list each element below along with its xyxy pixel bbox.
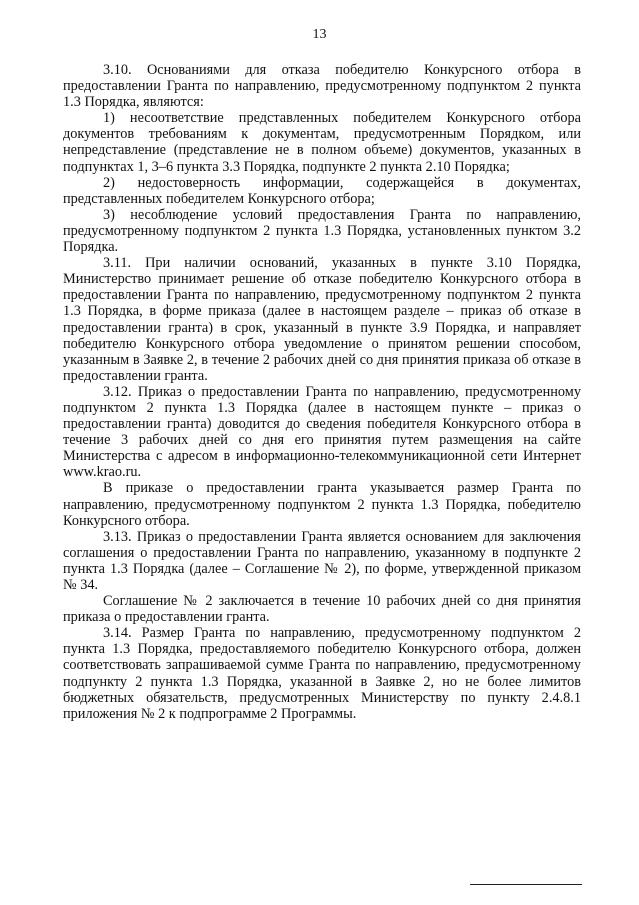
- paragraph-3-12: 3.12. Приказ о предоставлении Гранта по направлению, предусмотренному подпунктом 2 пункта 1.3 Порядка (далее в настоящем пункте – приказ о предоставлении гранта) доводится до сведения победителя Конкурсного отбора в течение 3 рабочих дней со дня его принятия путем размещения на сайте Министерства с адресом в информационно-телекоммуникационной сети Интернет www.krao.ru.: [63, 383, 581, 481]
- paragraph-agreement: Соглашение № 2 заключается в течение 10 рабочих дней со дня принятия приказа о предоставлении гранта.: [63, 593, 581, 626]
- paragraph-3-13: 3.13. Приказ о предоставлении Гранта является основанием для заключения соглашения о предоставлении Гранта по направлению, указанному в подпункте 2 пункта 1.3 Порядка (далее – Соглашение № 2), по форме, утвержденной приказом № 34.: [63, 528, 581, 593]
- paragraph-grant-order: В приказе о предоставлении гранта указывается размер Гранта по направлению, предусмотренному подпунктом 2 пункта 1.3 Порядка, победителю Конкурсного отбора.: [63, 480, 581, 529]
- footer-divider: [470, 884, 582, 885]
- list-item-1: 1) несоответствие представленных победителем Конкурсного отбора документов требованиям к документам, предусмотренным Порядком, или непредставление (представление не в полном объеме) документов, указанных в подпунктах 1, 3–6 пункта 3.3 Порядка, подпункте 2 пункта 2.10 Порядка;: [63, 110, 581, 175]
- paragraph-3-11: 3.11. При наличии оснований, указанных в пункте 3.10 Порядка, Министерство принимает решение об отказе победителю Конкурсного отбора в предоставлении Гранта по направлению, предусмотренному подпунктом 2 пункта 1.3 Порядка, в форме приказа (далее в настоящем разделе – приказ об отказе в предоставлении гранта) в срок, указанный в пункте 3.9 Порядка, и направляет победителю Конкурсного отбора уведомление о принятом решении способом, указанным в Заявке 2, в течение 2 рабочих дней со дня принятия приказа об отказе в предоставлении гранта.: [63, 255, 581, 384]
- list-item-3: 3) несоблюдение условий предоставления Гранта по направлению, предусмотренному подпунктом 2 пункта 1.3 Порядка, установленных пунктом 3.2 Порядка.: [63, 206, 581, 256]
- document-body: [63, 62, 581, 722]
- page-number: 13: [312, 27, 327, 42]
- paragraph-3-10: 3.10. Основаниями для отказа победителю Конкурсного отбора в предоставлении Гранта по направлению, предусмотренному подпунктом 2 пункта 1.3 Порядка, являются:: [63, 62, 581, 111]
- list-item-2: 2) недостоверность информации, содержащейся в документах, представленных победителем Конкурсного отбора;: [63, 174, 581, 207]
- paragraph-3-14: 3.14. Размер Гранта по направлению, предусмотренному подпунктом 2 пункта 1.3 Порядка, предоставляемого победителю Конкурсного отбора, должен соответствовать запрашиваемой сумме Гранта по направлению, предусмотренному подпункту 2 пункта 1.3 Порядка, указанной в Заявке 2, но не более лимитов бюджетных обязательств, предусмотренных Министерству по пункту 2.4.8.1 приложения № 2 к подпрограмме 2 Программы.: [63, 625, 581, 722]
